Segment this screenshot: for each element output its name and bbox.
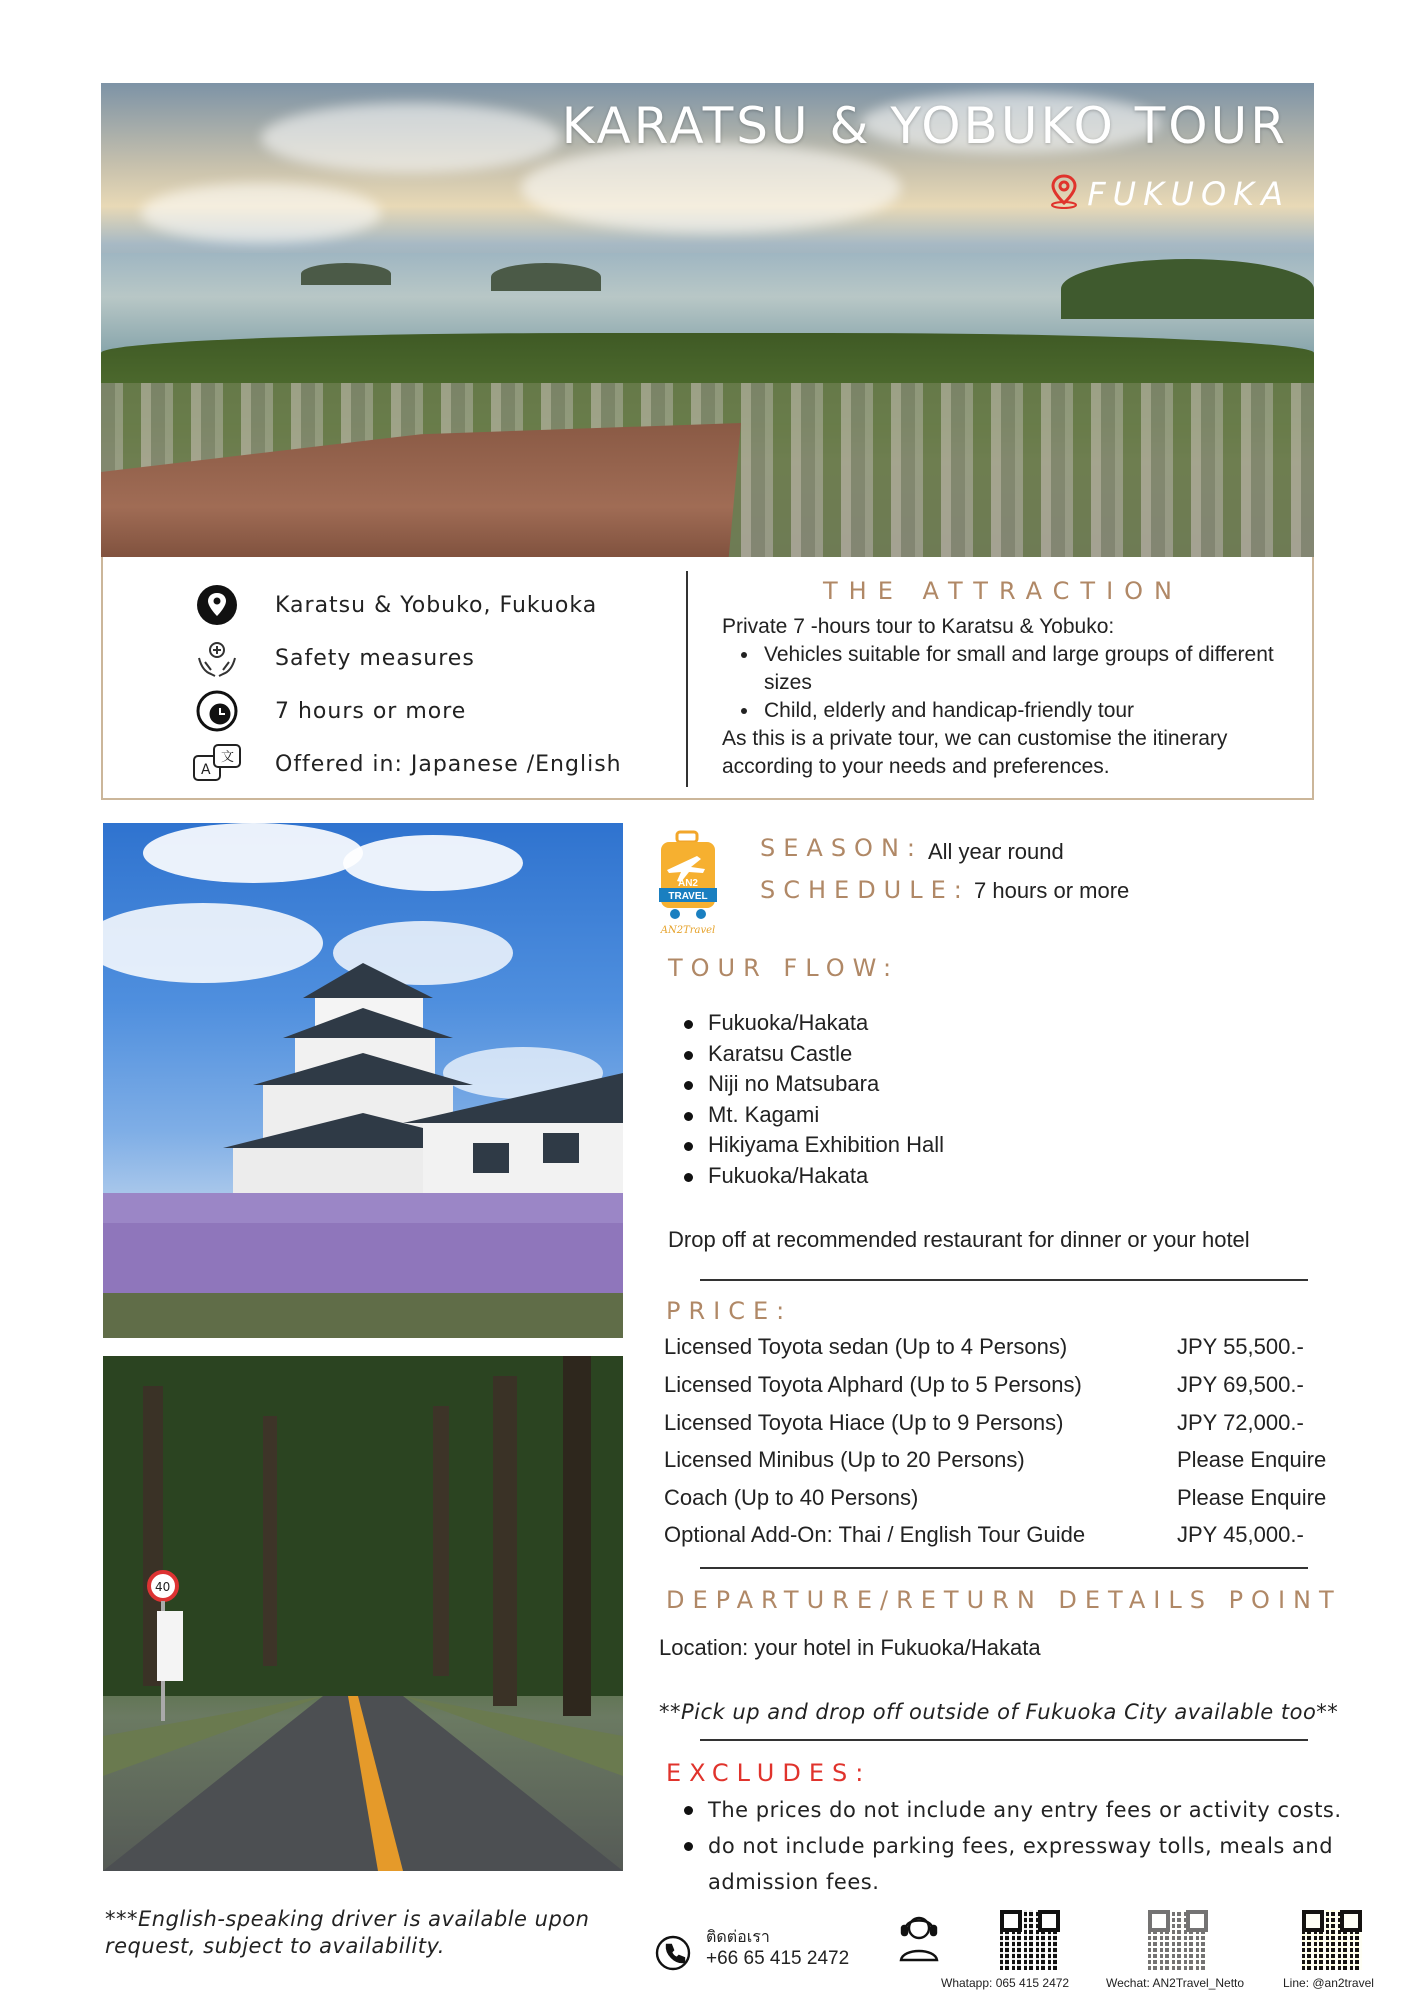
attraction-intro: Private 7 -hours tour to Karatsu & Yobuko:: [722, 615, 1115, 638]
info-language: [191, 738, 622, 790]
logo-travel: TRAVEL: [668, 891, 708, 902]
hero-banner: [101, 83, 1314, 557]
price-row: [664, 1372, 1344, 1398]
tour-stop: Karatsu Castle: [708, 1039, 944, 1070]
info-location: [191, 579, 597, 631]
departure-location: Location: your hotel in Fukuoka/Hakata: [659, 1635, 1041, 1660]
info-location-text: Karatsu & Yobuko, Fukuoka: [275, 592, 598, 618]
season-value: All year round: [928, 839, 1064, 864]
tour-stop: Fukuoka/Hakata: [708, 1161, 944, 1192]
support-agent-icon: [896, 1910, 942, 1969]
schedule-label: SCHEDULE:: [760, 876, 970, 904]
price-row: [664, 1447, 1344, 1473]
price-value: Please Enquire: [1177, 1485, 1327, 1510]
price-row: [664, 1485, 1344, 1511]
info-language-text: Offered in: Japanese /English: [275, 751, 622, 777]
attraction-note: As this is a private tour, we can customise the itinerary according to your needs and preferences.: [722, 727, 1228, 778]
section-divider: [700, 1567, 1308, 1569]
tour-flow-label: TOUR FLOW:: [668, 954, 900, 982]
price-item: Licensed Toyota Hiace (Up to 9 Persons): [664, 1410, 1064, 1435]
line-text: Line: @an2travel: [1283, 1976, 1374, 1990]
attraction-body: [722, 613, 1282, 781]
price-value: Please Enquire: [1177, 1447, 1327, 1472]
driver-footnote: ***English-speaking driver is available upon request, subject to availability.: [105, 1907, 590, 1958]
vertical-divider: [686, 571, 688, 787]
tour-stop: Fukuoka/Hakata: [708, 1008, 944, 1039]
info-box: [101, 557, 1314, 800]
info-duration-text: 7 hours or more: [275, 698, 467, 724]
tour-title: KARATSU & YOBUKO TOUR: [561, 97, 1288, 155]
price-row: [664, 1334, 1344, 1360]
price-value: JPY 72,000.-: [1177, 1410, 1304, 1435]
tour-stop: Mt. Kagami: [708, 1100, 944, 1131]
departure-note: **Pick up and drop off outside of Fukuoka City available too**: [659, 1700, 1339, 1724]
location-text: FUKUOKA: [1087, 174, 1290, 213]
season-label: SEASON:: [760, 834, 923, 862]
dropoff-text: Drop off at recommended restaurant for dinner or your hotel: [668, 1227, 1250, 1252]
wechat-text: Wechat: AN2Travel_Netto: [1106, 1976, 1245, 1990]
exclude-item: do not include parking fees, expressway tolls, meals and admission fees.: [708, 1828, 1388, 1900]
wechat-qr-code[interactable]: [1148, 1910, 1208, 1970]
price-value: JPY 69,500.-: [1177, 1372, 1304, 1397]
svg-text:文: 文: [221, 750, 235, 765]
tour-flow-list: [708, 1008, 944, 1191]
attraction-bullet: • Child, elderly and handicap-friendly tour: [760, 697, 1282, 725]
location-pin-icon: [191, 579, 243, 631]
info-safety: [191, 632, 475, 684]
niji-no-matsubara-photo: [103, 1356, 623, 1871]
section-divider: [700, 1739, 1308, 1741]
info-duration: [191, 685, 466, 737]
an2travel-logo: [657, 830, 719, 938]
price-row: [664, 1410, 1344, 1436]
safety-hands-icon: [191, 632, 243, 684]
price-item: Optional Add-On: Thai / English Tour Guide: [664, 1522, 1086, 1547]
excludes-list: [708, 1792, 1388, 1900]
section-divider: [700, 1279, 1308, 1281]
whatsapp-text: Whatapp: 065 415 2472: [941, 1976, 1070, 1990]
map-pin-icon: [1047, 173, 1081, 214]
svg-text:A: A: [201, 762, 211, 778]
attraction-title: THE ATTRACTION: [823, 577, 1183, 605]
line-qr-code[interactable]: [1302, 1910, 1362, 1970]
tour-stop: Niji no Matsubara: [708, 1069, 944, 1100]
logo-an2: AN2: [677, 878, 699, 889]
tour-stop: Hikiyama Exhibition Hall: [708, 1130, 944, 1161]
schedule-value: 7 hours or more: [974, 878, 1130, 903]
exclude-item: The prices do not include any entry fees or activity costs.: [708, 1792, 1388, 1828]
price-item: Licensed Toyota sedan (Up to 4 Persons): [664, 1334, 1068, 1359]
contact-heading: ติดต่อเรา: [706, 1929, 770, 1946]
logo-script: AN2Travel: [660, 925, 716, 936]
departure-label: DEPARTURE/RETURN DETAILS POINT: [666, 1586, 1342, 1614]
clock-icon: [191, 685, 243, 737]
price-item: Licensed Toyota Alphard (Up to 5 Persons): [664, 1372, 1082, 1397]
whatsapp-qr-code[interactable]: [1000, 1910, 1060, 1970]
price-label: PRICE:: [666, 1297, 793, 1325]
svg-text:40: 40: [155, 1580, 171, 1594]
translate-icon: [191, 738, 243, 790]
excludes-label: EXCLUDES:: [666, 1759, 872, 1787]
price-item: Licensed Minibus (Up to 20 Persons): [664, 1447, 1025, 1472]
attraction-bullet: • Vehicles suitable for small and large groups of different sizes: [760, 641, 1282, 697]
tour-location: [1047, 173, 1290, 214]
price-item: Coach (Up to 40 Persons): [664, 1485, 919, 1510]
contact-phone: +66 65 415 2472: [706, 1948, 850, 1969]
karatsu-castle-photo: [103, 823, 623, 1338]
price-value: JPY 55,500.-: [1177, 1334, 1304, 1359]
price-row: [664, 1522, 1344, 1548]
price-value: JPY 45,000.-: [1177, 1522, 1304, 1547]
info-safety-text: Safety measures: [275, 645, 475, 671]
phone-icon: [655, 1935, 691, 1976]
